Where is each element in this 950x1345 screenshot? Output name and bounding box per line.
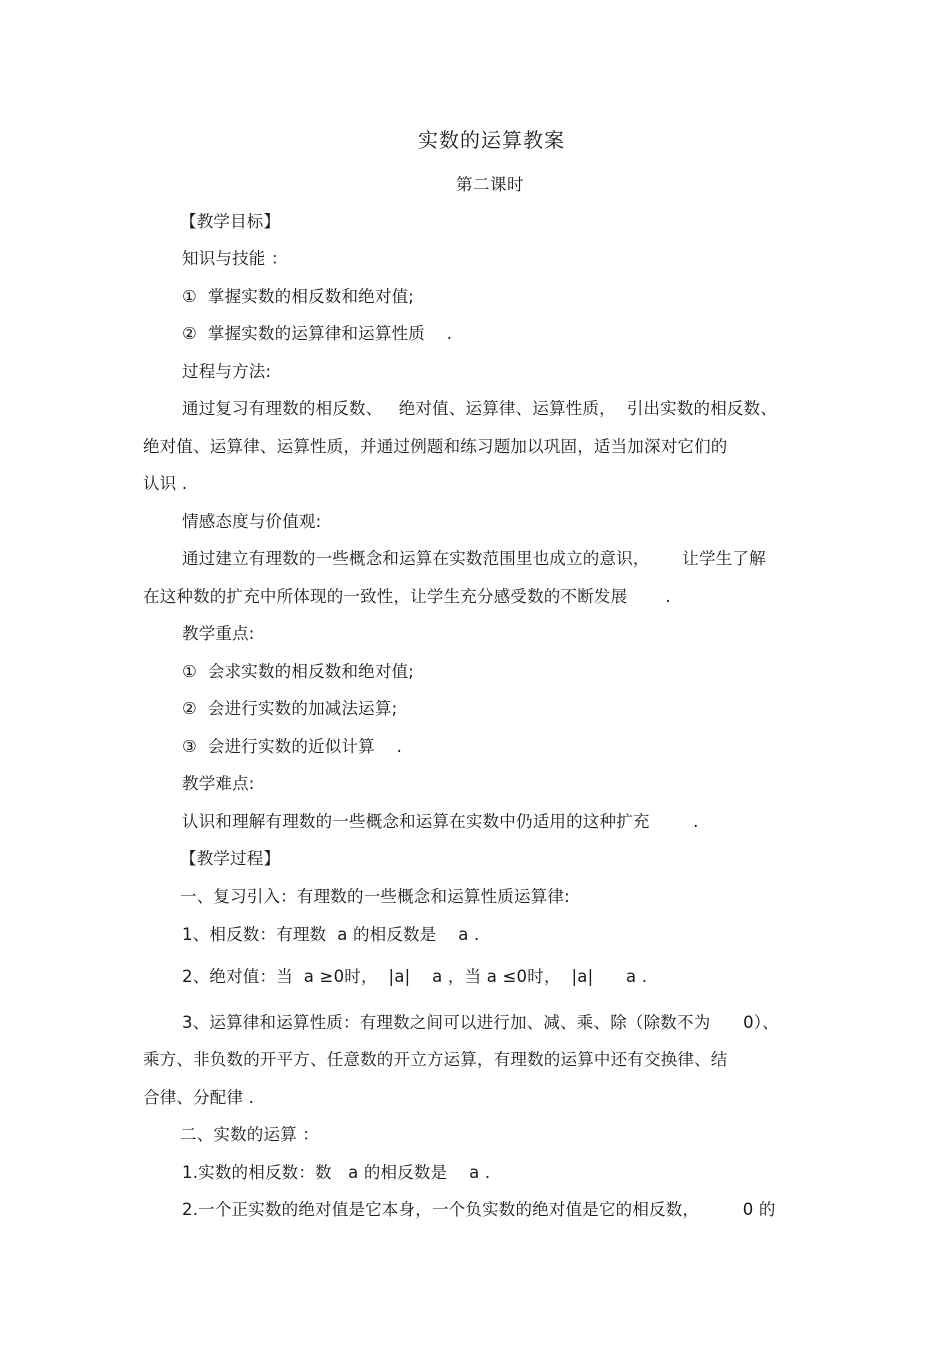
- paragraph-line: 过程与方法:: [182, 362, 272, 381]
- list-item: ① 会求实数的相反数和绝对值;: [182, 662, 415, 681]
- paragraph-line: 乘方、非负数的开平方、任意数的开立方运算，有理数的运算中还有交换律、结: [143, 1050, 728, 1069]
- paragraph-line: 在这种数的扩充中所体现的一致性，让学生充分感受数的不断发展 .: [143, 587, 671, 606]
- paragraph-line: 1.实数的相反数：数 a 的相反数是 a .: [182, 1163, 491, 1182]
- paragraph-line: 认识 .: [143, 474, 188, 493]
- section-heading-objectives: 【教学目标】: [180, 212, 281, 231]
- paragraph-line: 2.一个正实数的绝对值是它本身，一个负实数的绝对值是它的相反数， 0 的: [182, 1200, 776, 1219]
- paragraph-line: 认识和理解有理数的一些概念和运算在实数中仍适用的这种扩充 .: [182, 812, 699, 831]
- list-item: ③ 会进行实数的近似计算 .: [182, 737, 403, 756]
- paragraph-line: 1、相反数：有理数 a 的相反数是 a .: [182, 925, 480, 944]
- paragraph-line: 知识与技能 ：: [182, 249, 288, 268]
- paragraph-line: 绝对值、运算律、运算性质，并通过例题和练习题加以巩固，适当加深对它们的: [143, 437, 728, 456]
- paragraph-line: 情感态度与价值观:: [182, 512, 322, 531]
- list-item: ② 掌握实数的运算律和运算性质 .: [182, 324, 453, 343]
- paragraph-line: 二、实数的运算 ：: [180, 1125, 320, 1144]
- paragraph-line: 通过建立有理数的一些概念和运算在实数范围里也成立的意识， 让学生了解: [182, 549, 766, 568]
- paragraph-line: 3、运算律和运算性质：有理数之间可以进行加、减、乘、除（除数不为 0）、: [182, 1013, 779, 1032]
- page-title: 实数的运算教案: [418, 128, 565, 152]
- paragraph-line: 2、绝对值：当 a ≥0时， |a| a ，当 a ≤0时， |a| a .: [182, 967, 648, 986]
- page-subtitle: 第二课时: [456, 175, 524, 194]
- paragraph-line: 合律、分配律 .: [143, 1088, 255, 1107]
- paragraph-line: 教学重点:: [182, 624, 255, 643]
- paragraph-line: 教学难点:: [182, 774, 255, 793]
- section-heading-process: 【教学过程】: [180, 849, 281, 868]
- paragraph-line: 一、复习引入：有理数的一些概念和运算性质运算律:: [180, 887, 570, 906]
- paragraph-line: 通过复习有理数的相反数、 绝对值、运算律、运算性质， 引出实数的相反数、: [182, 399, 778, 418]
- list-item: ② 会进行实数的加减法运算;: [182, 699, 398, 718]
- list-item: ① 掌握实数的相反数和绝对值;: [182, 287, 415, 306]
